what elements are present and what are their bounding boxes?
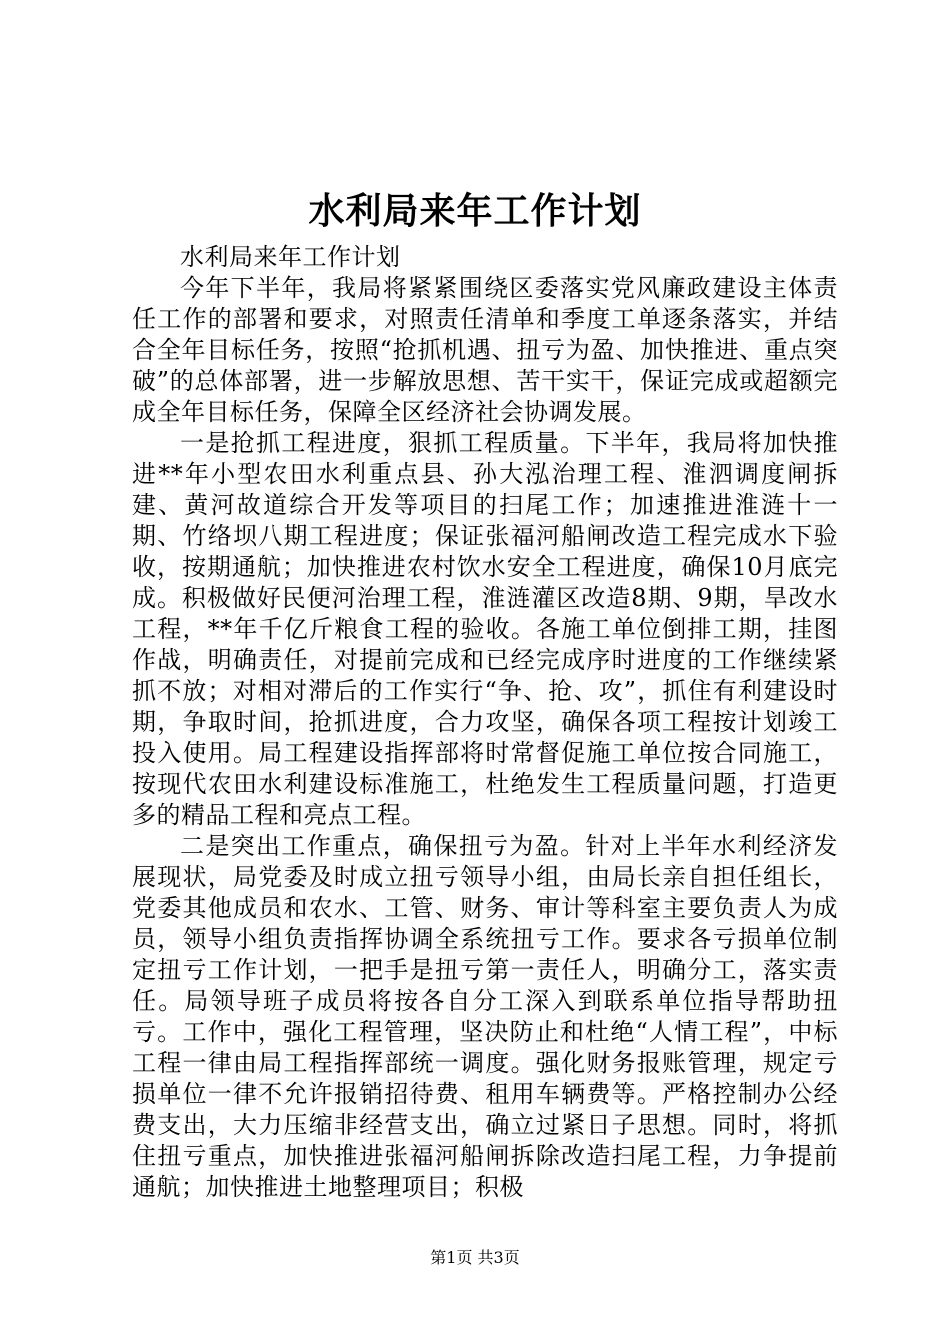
- section-two-paragraph: 二是突出工作重点，确保扭亏为盈。针对上半年水利经济发展现状，局党委及时成立扭亏领导小组，由局长亲自担任组长，党委其他成员和农水、工管、财务、审计等科室主要负责人为成员，领导小组负责指挥协调全系统扭亏工作。要求各亏损单位制定扭亏工作计划，一把手是扭亏第一责任人，明确分工，落实责任。局领导班子成员将按各自分工深入到联系单位指导帮助扭亏。工作中，强化工程管理，坚决防止和杜绝“人情工程”，中标工程一律由局工程指挥部统一调度。强化财务报账管理，规定亏损单位一律不允许报销招待费、租用车辆费等。严格控制办公经费支出，大力压缩非经营支出，确立过紧日子思想。同时，将抓住扭亏重点，加快推进张福河船闸拆除改造扫尾工程，力争提前通航；加快推进土地整理项目；积极: [132, 832, 838, 1201]
- section-one-paragraph: 一是抢抓工程进度，狠抓工程质量。下半年，我局将加快推进**年小型农田水利重点县、孙大泓治理工程、淮泗调度闸拆建、黄河故道综合开发等项目的扫尾工作；加速推进淮涟十一期、竹络坝八期工程进度；保证张福河船闸改造工程完成水下验收，按期通航；加快推进农村饮水安全工程进度，确保10月底完成。积极做好民便河治理工程，淮涟灌区改造8期、9期，旱改水工程，**年千亿斤粮食工程的验收。各施工单位倒排工期，挂图作战，明确责任，对提前完成和已经完成序时进度的工作继续紧抓不放；对相对滞后的工作实行“争、抢、攻”，抓住有利建设时期，争取时间，抢抓进度，合力攻坚，确保各项工程按计划竣工投入使用。局工程建设指挥部将时常督促施工单位按合同施工，按现代农田水利建设标准施工，杜绝发生工程质量问题，打造更多的精品工程和亮点工程。: [132, 429, 838, 829]
- page-number-footer: 第1页 共3页: [430, 1248, 520, 1267]
- subtitle-paragraph: 水利局来年工作计划: [180, 243, 401, 271]
- intro-paragraph: 今年下半年，我局将紧紧围绕区委落实党风廉政建设主体责任工作的部署和要求，对照责任清单和季度工单逐条落实，并结合全年目标任务，按照“抢抓机遇、扭亏为盈、加快推进、重点突破”的总体部署，进一步解放思想、苦干实干，保证完成或超额完成全年目标任务，保障全区经济社会协调发展。: [132, 274, 838, 426]
- document-title: 水利局来年工作计划: [308, 190, 642, 232]
- document-body: [132, 242, 838, 1203]
